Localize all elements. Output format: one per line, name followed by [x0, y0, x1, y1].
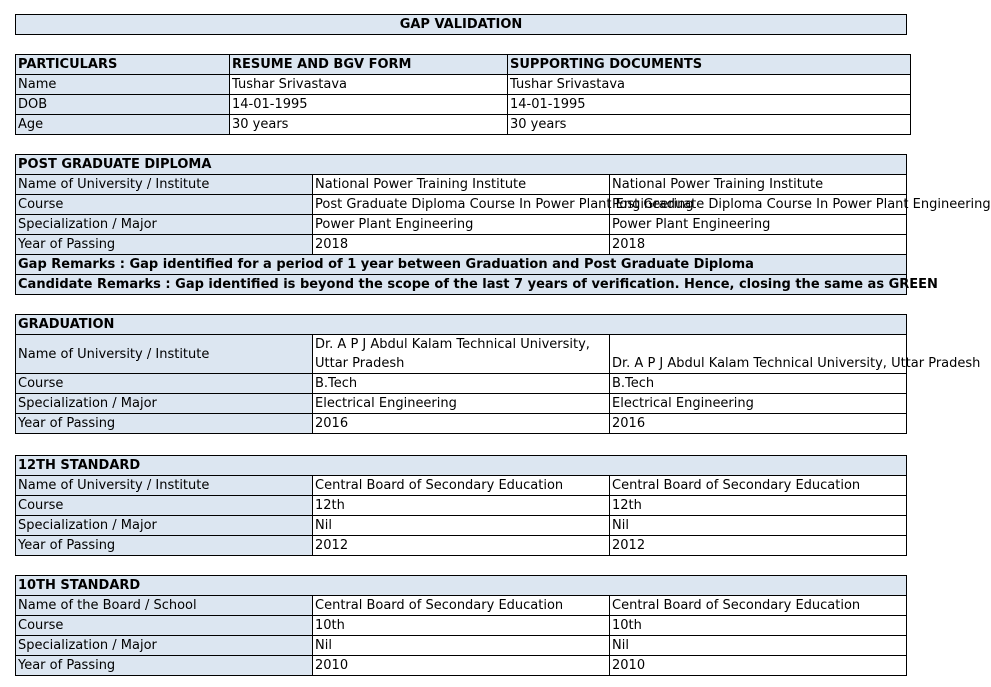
- section-heading-row: [16, 576, 907, 596]
- std10-table: [15, 575, 907, 676]
- resume-value: National Power Training Institute: [313, 175, 610, 195]
- row-label: Name of University / Institute: [16, 335, 313, 374]
- resume-value: B.Tech: [313, 374, 610, 394]
- graduation-table: [15, 314, 981, 434]
- resume-value: 12th: [313, 496, 610, 516]
- row-label: Year of Passing: [16, 656, 313, 676]
- docs-value: Post Graduate Diploma Course In Power Plant Engineering: [610, 195, 907, 215]
- resume-value: Power Plant Engineering: [313, 215, 610, 235]
- resume-value: 10th: [313, 616, 610, 636]
- table-row: [16, 235, 907, 255]
- section-heading: POST GRADUATE DIPLOMA: [16, 155, 907, 175]
- docs-value: Central Board of Secondary Education: [610, 596, 907, 616]
- section-heading: 12TH STANDARD: [16, 456, 907, 476]
- docs-value: Power Plant Engineering: [610, 215, 907, 235]
- row-label: Specialization / Major: [16, 516, 313, 536]
- std12-table: [15, 455, 907, 556]
- docs-value: 12th: [610, 496, 907, 516]
- resume-value: Tushar Srivastava: [230, 75, 508, 95]
- resume-value: 2016: [313, 414, 610, 434]
- table-row: [16, 414, 907, 434]
- docs-value: Electrical Engineering: [610, 394, 907, 414]
- docs-value: Nil: [610, 636, 907, 656]
- gap-remarks: Gap Remarks : Gap identified for a period of 1 year between Graduation and Post Graduate Diploma: [16, 255, 907, 275]
- table-row: [16, 75, 911, 95]
- table-row: [16, 656, 907, 676]
- docs-value: Tushar Srivastava: [508, 75, 911, 95]
- row-label: Year of Passing: [16, 414, 313, 434]
- row-label: Specialization / Major: [16, 215, 313, 235]
- pgd-table: [15, 154, 991, 295]
- row-label: Specialization / Major: [16, 636, 313, 656]
- row-label: Name of University / Institute: [16, 476, 313, 496]
- docs-value: 2010: [610, 656, 907, 676]
- docs-value: 14-01-1995: [508, 95, 911, 115]
- header-particulars: PARTICULARS: [16, 55, 230, 75]
- docs-value: National Power Training Institute: [610, 175, 907, 195]
- header-resume: RESUME AND BGV FORM: [230, 55, 508, 75]
- row-label: Course: [16, 195, 313, 215]
- docs-value: 2012: [610, 536, 907, 556]
- table-row: [16, 195, 907, 215]
- row-label: Specialization / Major: [16, 394, 313, 414]
- resume-value: 2012: [313, 536, 610, 556]
- table-row: [16, 115, 911, 135]
- docs-value: 2016: [610, 414, 907, 434]
- table-row: [16, 95, 911, 115]
- section-heading: GRADUATION: [16, 315, 907, 335]
- resume-value: 14-01-1995: [230, 95, 508, 115]
- table-row: [16, 394, 907, 414]
- docs-value: 30 years: [508, 115, 911, 135]
- resume-value: 30 years: [230, 115, 508, 135]
- row-label: Name of University / Institute: [16, 175, 313, 195]
- docs-value: B.Tech: [610, 374, 907, 394]
- docs-value: Nil: [610, 516, 907, 536]
- row-label: Name of the Board / School: [16, 596, 313, 616]
- docs-value: 10th: [610, 616, 907, 636]
- table-row: [16, 215, 907, 235]
- header-documents: SUPPORTING DOCUMENTS: [508, 55, 911, 75]
- row-label: Course: [16, 374, 313, 394]
- resume-value: Nil: [313, 516, 610, 536]
- table-row: [16, 636, 907, 656]
- table-row: [16, 496, 907, 516]
- docs-value: Central Board of Secondary Education: [610, 476, 907, 496]
- table-row: [16, 516, 907, 536]
- row-label: Course: [16, 616, 313, 636]
- row-label: Year of Passing: [16, 235, 313, 255]
- table-row: [16, 335, 907, 374]
- section-heading: 10TH STANDARD: [16, 576, 907, 596]
- row-label: Year of Passing: [16, 536, 313, 556]
- resume-value: 2010: [313, 656, 610, 676]
- row-label: Age: [16, 115, 230, 135]
- docs-value: 2018: [610, 235, 907, 255]
- table-row: [16, 476, 907, 496]
- row-label: Course: [16, 496, 313, 516]
- candidate-remarks: Candidate Remarks : Gap identified is beyond the scope of the last 7 years of verification. Hence, closing the same as GREEN: [16, 275, 907, 295]
- table-row: [16, 536, 907, 556]
- section-heading-row: [16, 315, 907, 335]
- gap-remarks-row: [16, 255, 907, 275]
- docs-value: Dr. A P J Abdul Kalam Technical University, Uttar Pradesh: [610, 335, 907, 374]
- section-heading-row: [16, 155, 907, 175]
- row-label: Name: [16, 75, 230, 95]
- table-row: [16, 596, 907, 616]
- resume-value: Post Graduate Diploma Course In Power Plant Engineering: [313, 195, 610, 215]
- resume-value: Central Board of Secondary Education: [313, 476, 610, 496]
- row-label: DOB: [16, 95, 230, 115]
- resume-value: Central Board of Secondary Education: [313, 596, 610, 616]
- resume-value: Electrical Engineering: [313, 394, 610, 414]
- resume-value: 2018: [313, 235, 610, 255]
- resume-value: Nil: [313, 636, 610, 656]
- particulars-table: [15, 54, 911, 135]
- table-row: [16, 175, 907, 195]
- table-row: [16, 616, 907, 636]
- candidate-remarks-row: [16, 275, 907, 295]
- page-title: GAP VALIDATION: [15, 14, 907, 35]
- table-header-row: [16, 55, 911, 75]
- table-row: [16, 374, 907, 394]
- section-heading-row: [16, 456, 907, 476]
- resume-value: Dr. A P J Abdul Kalam Technical University, Uttar Pradesh: [313, 335, 610, 374]
